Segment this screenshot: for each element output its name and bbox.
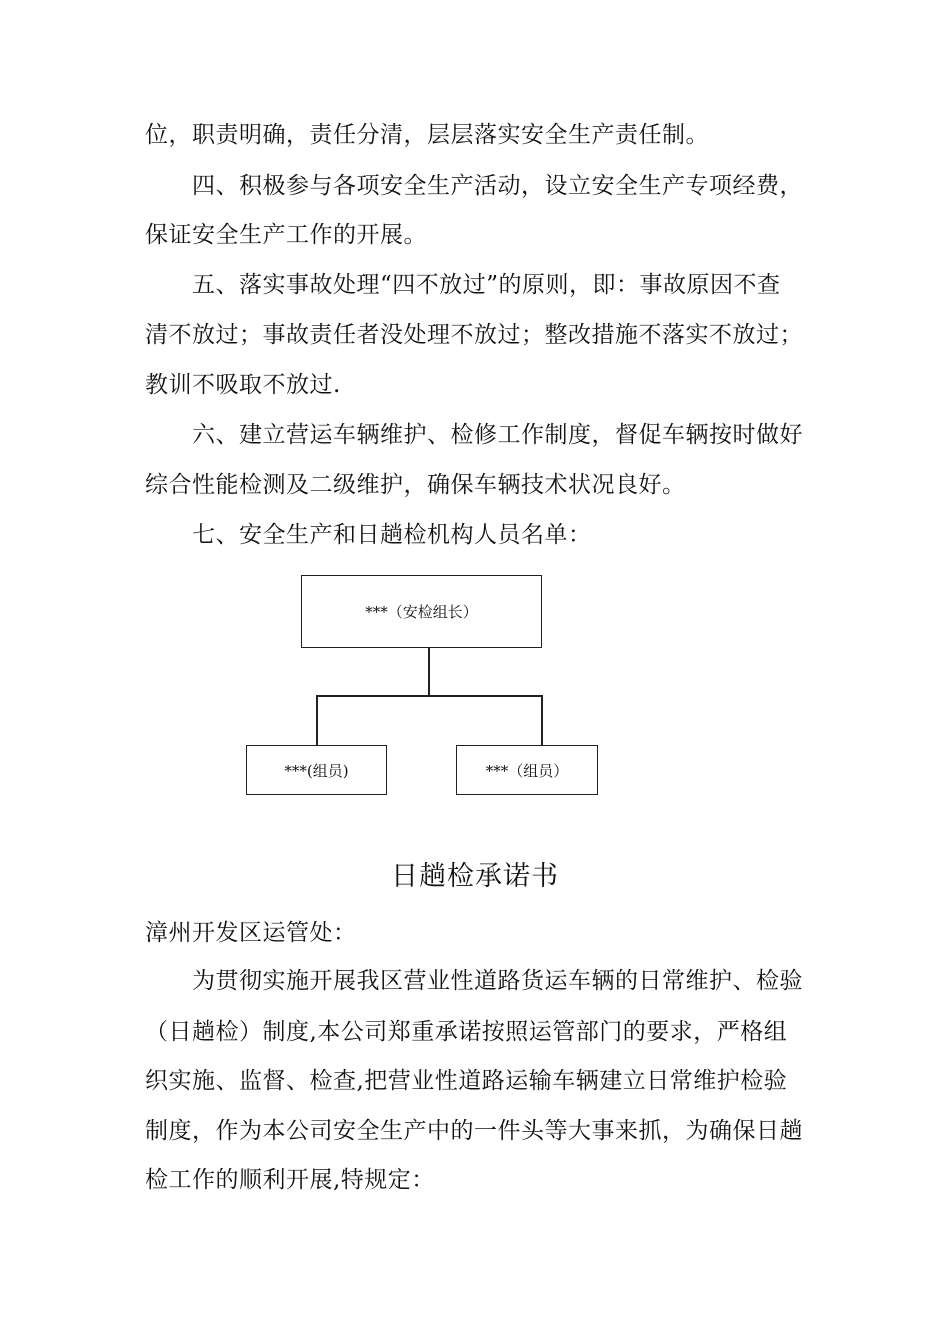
- paragraph-line: 清不放过；事故责任者没处理不放过；整改措施不落实不放过；: [145, 322, 803, 348]
- leader-label: ***（安检组长）: [365, 603, 478, 621]
- paragraph-line: 检工作的顺利开展,特规定：: [145, 1167, 435, 1193]
- paragraph-line: 为贯彻实施开展我区营业性道路货运车辆的日常维护、检验: [192, 968, 803, 994]
- paragraph-line: 综合性能检测及二级维护，确保车辆技术状况良好。: [145, 472, 686, 498]
- document-title: 日趟检承诺书: [391, 861, 559, 892]
- paragraph-line: 四、积极参与各项安全生产活动，设立安全生产专项经费，: [192, 173, 803, 199]
- member-box-right: [456, 745, 598, 795]
- connector-vertical-left: [316, 695, 318, 746]
- connector-vertical-main: [428, 648, 430, 696]
- addressee: 漳州开发区运管处：: [145, 920, 357, 946]
- member-label-right: ***（组员）: [485, 761, 569, 780]
- paragraph-line: 教训不吸取不放过.: [145, 372, 341, 398]
- paragraph-line: 位，职责明确，责任分清，层层落实安全生产责任制。: [145, 122, 709, 148]
- paragraph-line: 六、建立营运车辆维护、检修工作制度，督促车辆按时做好: [192, 422, 803, 448]
- connector-vertical-right: [541, 695, 543, 746]
- paragraph-line: 七、安全生产和日趟检机构人员名单：: [192, 522, 592, 548]
- member-label-left: ***(组员): [284, 761, 349, 780]
- paragraph-line: 制度，作为本公司安全生产中的一件头等大事来抓，为确保日趟: [145, 1118, 803, 1144]
- member-box-left: [246, 745, 387, 795]
- paragraph-line: 五、落实事故处理“四不放过”的原则，即：事故原因不查: [192, 272, 781, 298]
- connector-horizontal: [316, 695, 542, 697]
- leader-box: [301, 575, 542, 648]
- paragraph-line: 织实施、监督、检查,把营业性道路运输车辆建立日常维护检验: [145, 1068, 788, 1094]
- paragraph-line: 保证安全生产工作的开展。: [145, 222, 427, 248]
- paragraph-line: （日趟检）制度,本公司郑重承诺按照运管部门的要求，严格组: [145, 1019, 788, 1045]
